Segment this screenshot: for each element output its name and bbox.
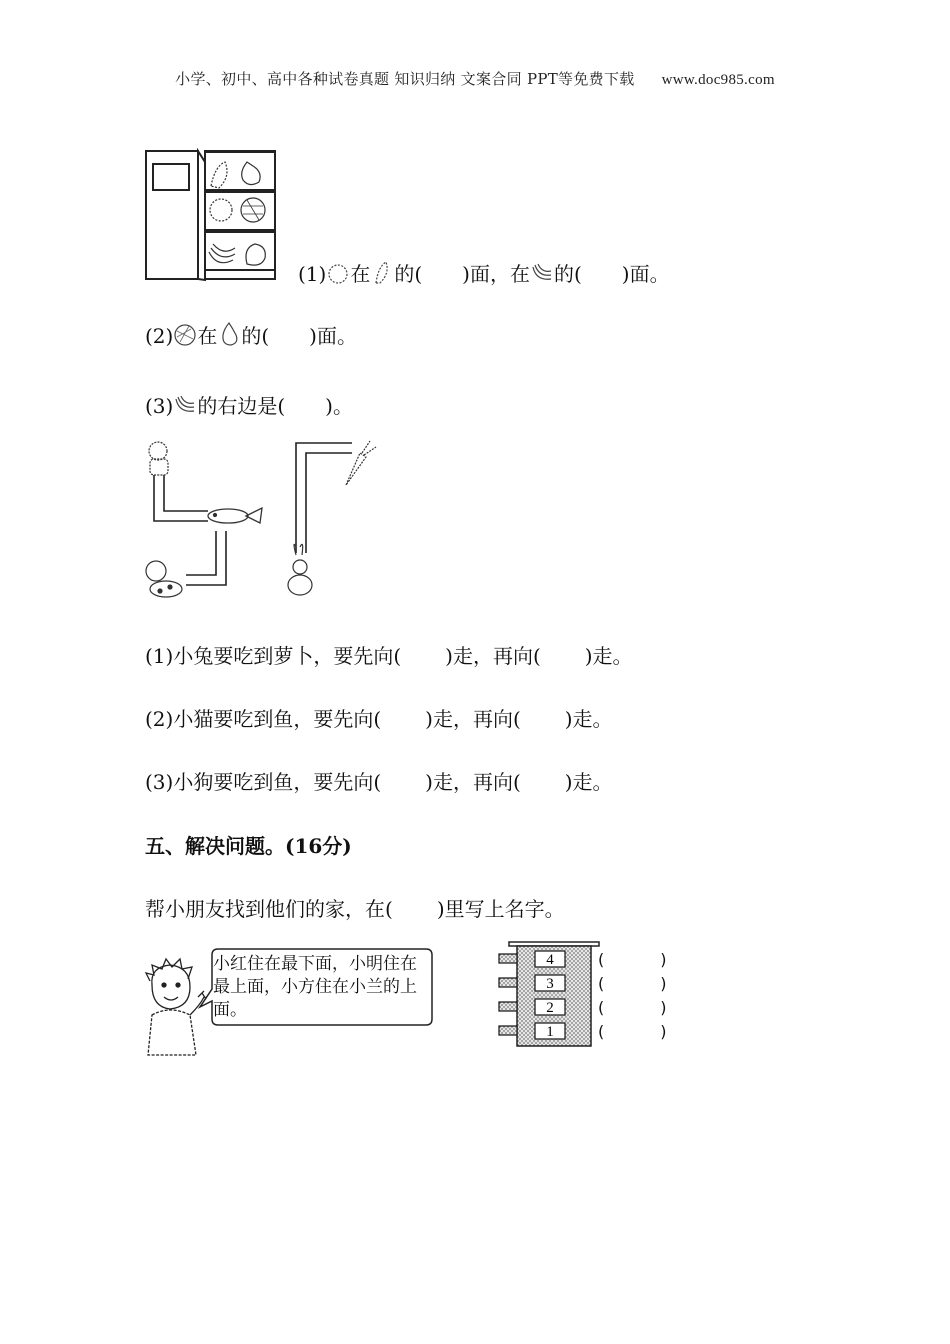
dog-icon (146, 561, 182, 597)
floor-number: 2 (546, 1000, 554, 1016)
fish-icon (208, 508, 262, 523)
building-illustration (495, 938, 605, 1050)
cat-icon (149, 442, 168, 475)
section-instruction: 帮小朋友找到他们的家，在( )里写上名字。 (145, 897, 565, 921)
floor-number: 3 (546, 976, 554, 992)
carrot-icon (346, 441, 376, 485)
peach-icon (246, 244, 265, 265)
banana-icon (530, 261, 554, 285)
apple-icon (210, 199, 232, 221)
fridge-question-2: (2) 在 的( )面。 (145, 320, 357, 349)
fridge-items (209, 162, 265, 265)
answer-blank-1[interactable]: ( ) (598, 1022, 667, 1041)
answer-blank-4[interactable]: ( ) (598, 950, 667, 969)
answer-blank-3[interactable]: ( ) (598, 974, 667, 993)
answer-blank-2[interactable]: ( ) (598, 998, 667, 1017)
header-text: 小学、初中、高中各种试卷真题 知识归纳 文案合同 PPT等免费下载 (175, 70, 635, 88)
path-question-1: (1)小兔要吃到萝卜，要先向( )走，再向( )走。 (145, 644, 633, 668)
pear-icon (217, 321, 241, 347)
page-header (0, 68, 950, 89)
corn-icon (211, 162, 227, 188)
floor-number: 4 (546, 952, 554, 968)
boy-icon (146, 959, 206, 1055)
rabbit-icon (288, 544, 312, 595)
path-question-2: (2)小猫要吃到鱼，要先向( )走，再向( )走。 (145, 707, 613, 731)
banana-icon (209, 244, 235, 263)
fridge-question-1: (1) 在 的( )面，在 的( )面。 (298, 258, 670, 287)
path-question-3: (3)小狗要吃到鱼，要先向( )走，再向( )走。 (145, 770, 613, 794)
watermelon-icon (173, 323, 197, 347)
speech-bubble-text: 小红住在最下面，小明住在最上面，小方住在小兰的上面。 (213, 954, 417, 1020)
banana-icon (173, 393, 197, 417)
section-title: 五、解决问题。(16分) (145, 834, 352, 858)
fridge-illustration (143, 148, 279, 284)
floor-number: 1 (546, 1024, 554, 1040)
corn-icon (370, 259, 394, 285)
pear-icon (242, 162, 260, 185)
animal-path-illustration (140, 435, 390, 610)
apple-icon (326, 261, 350, 285)
fridge-question-3: (3) 的右边是( )。 (145, 394, 353, 418)
header-url: www.doc985.com (661, 72, 775, 88)
